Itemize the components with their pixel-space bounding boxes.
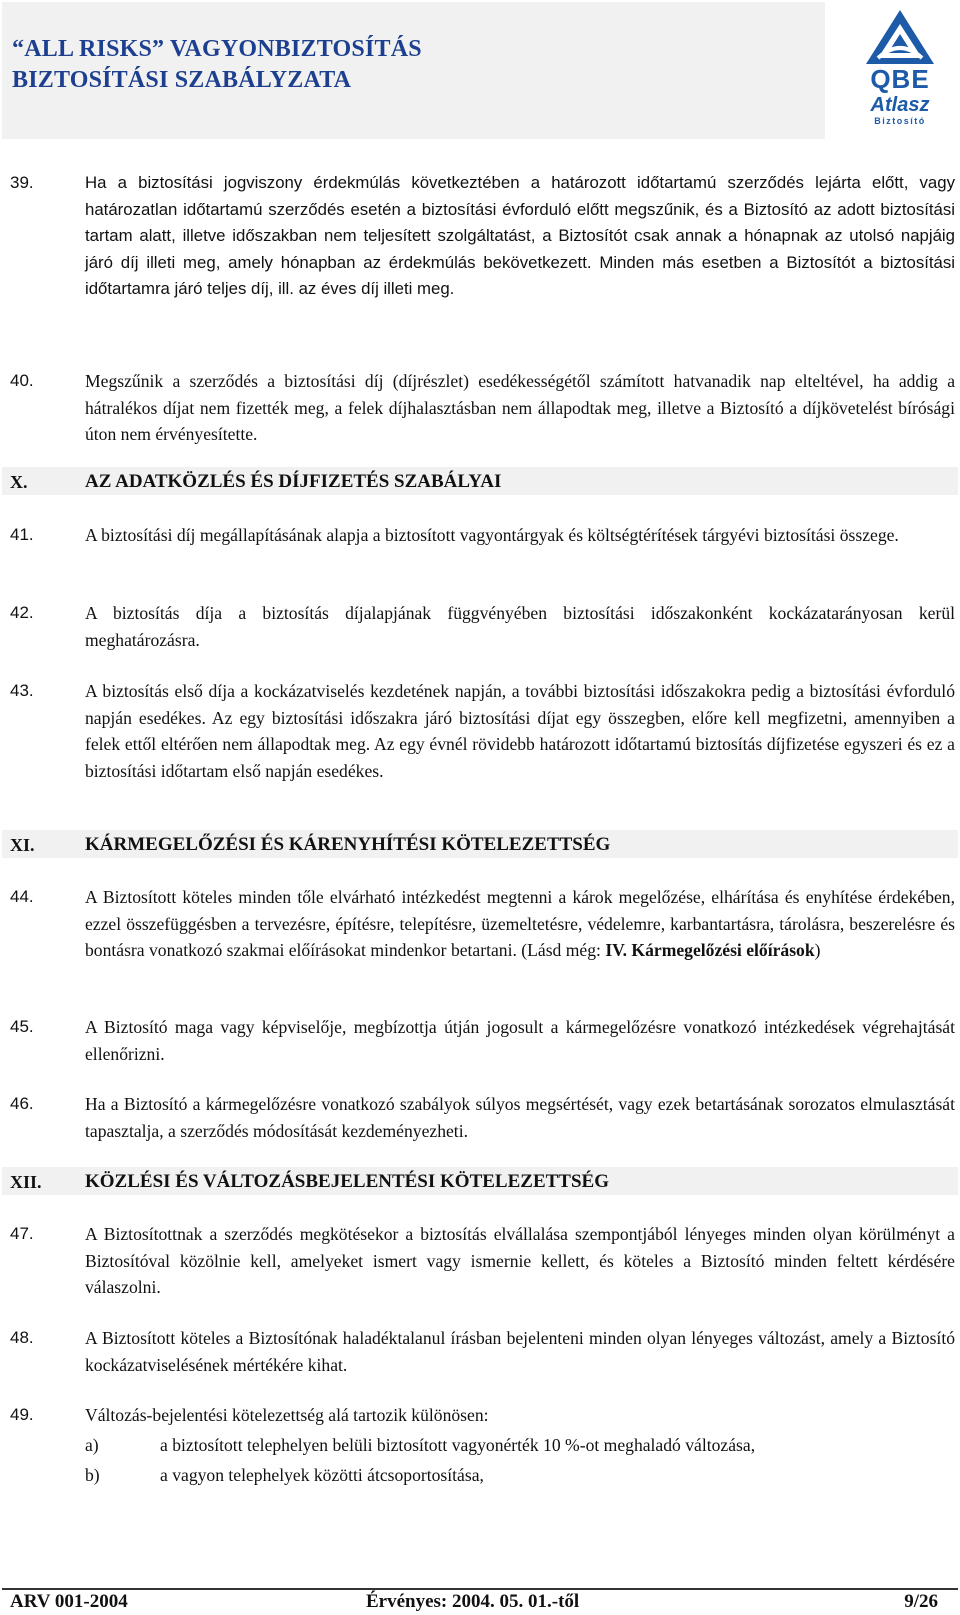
logo-subtitle-text: Biztosító [874,116,926,126]
item-text: A biztosítási díj megállapításának alapja a biztosított vagyontárgyak és költségtérítések tárgyévi biztosítási összege. [85,525,899,545]
item-text: Megszűnik a szerződés a biztosítási díj (díjrészlet) esedékességétől számított hatvanadik nap elteltével, ha addig a hátralékos díjat nem fizették meg, a felek díjhalasztásban nem állapodtak meg, illetve a Biztosító a díjkövetelést bírósági úton nem érvényesítette. [85,371,955,445]
logo-atlasz-text: Atlasz [870,94,930,116]
logo-qbe-text: QBE [870,64,930,94]
item-number: 42. [10,603,34,622]
section-number: XII. [10,1172,42,1192]
subitem-text: a vagyon telephelyek közötti átcsoportosítása, [160,1465,484,1485]
item-number: 49. [10,1405,34,1424]
subitem-text: a biztosított telephelyen belüli biztosított vagyonérték 10 %-ot meghaladó változása, [160,1435,756,1455]
item-text: Ha a biztosítási jogviszony érdekmúlás következtében a határozott időtartamú szerződés lejárta előtt, vagy határozatlan időtartamú szerződés esetén a biztosítási évforduló előtt megszűnik, és a Biztosító az adott biztosítási tartam alatt, illetve időszakban nem teljesített szolgáltatást, a Biztosítót csak annak a hónapnak az utolsó napjáig járó díj illeti meg, amely hónapban az érdekmúlás bekövetkezett. Minden más esetben a Biztosítót a biztosítási időtartamra járó teljes díj, ill. az éves díj illeti meg. [85,173,955,299]
document-title [12,34,422,96]
item-text-bold-reference: IV. Kármegelőzési előírások [605,940,815,961]
footer-document-code: ARV 001-2004 [10,1591,128,1612]
item-number: 45. [10,1017,34,1036]
item-text [85,884,955,964]
title-line-2: BIZTOSÍTÁSI SZABÁLYZATA [12,67,352,93]
item-text: A biztosítás díja a biztosítás díjalapjának függvényében biztosítási időszakonként kockázatarányosan kerül meghatározásra. [85,603,955,650]
item-number: 44. [10,887,34,906]
item-number: 41. [10,525,34,544]
item-text: A Biztosító maga vagy képviselője, megbízottja útján jogosult a kármegelőzésre vonatkozó intézkedések végrehajtását ellenőrizni. [85,1017,955,1064]
item-text: A biztosítás első díja a kockázatviselés kezdetének napján, a további biztosítási időszakokra pedig a biztosítási évforduló napján esedékes. Az egy biztosítási időszakra járó biztosítási díjat egy összegben, előre kell megfizetni, amennyiben a felek ettől eltérően nem állapodtak meg. Az egy évnél rövidebb határozott időtartamú biztosítás díjfizetése egyszeri és ez a biztosítási időtartam első napján esedékes. [85,681,955,781]
item-text: A Biztosítottnak a szerződés megkötésekor a biztosítás elvállalása szempontjából lényeges minden olyan körülményt a Biztosítóval közölnie kell, amelyeket ismert vagy ismernie kellett, és köteles a Biztosító minden feltett kérdésére válaszolni. [85,1224,955,1298]
section-title: KÁRMEGELŐZÉSI ÉS KÁRENYHÍTÉSI KÖTELEZETTSÉG [85,834,611,855]
qbe-emblem-icon [862,8,938,68]
footer-divider [2,1588,958,1590]
title-line-1: “ALL RISKS” VAGYONBIZTOSÍTÁS [12,36,422,62]
item-text-closing: ) [814,940,821,961]
item-number: 40. [10,371,34,390]
item-number: 43. [10,681,34,700]
section-title: KÖZLÉSI ÉS VÁLTOZÁSBEJELENTÉSI KÖTELEZETTSÉG [85,1171,609,1192]
header-band [2,2,825,139]
section-title: AZ ADATKÖZLÉS ÉS DÍJFIZETÉS SZABÁLYAI [85,471,502,492]
item-text: Változás-bejelentési kötelezettség alá tartozik különösen: [85,1405,489,1425]
qbe-atlasz-logo [862,8,938,126]
footer-validity: Érvényes: 2004. 05. 01.-től [366,1591,580,1612]
item-text-main: A Biztosított köteles minden tőle elvárható intézkedést megtenni a károk megelőzése, elhárítása és enyhítése érdekében, ezzel összefüggésben a tervezésre, építésre, telepítésre, üzemeltetésre, védelemre, karbantartásra, tárolásra, beszerelésre és bontásra vonatkozó szakmai előírásokat mindenkor betartani. (Lásd még: [85,887,955,961]
item-text: Ha a Biztosító a kármegelőzésre vonatkozó szabályok súlyos megsértését, vagy ezek betartásának sorozatos elmulasztását tapasztalja, a szerződés módosítását kezdeményezheti. [85,1094,955,1141]
section-number: XI. [10,835,35,855]
subitem-label: b) [85,1465,100,1485]
item-number: 46. [10,1094,34,1113]
subitem-label: a) [85,1435,99,1455]
item-text: A Biztosított köteles a Biztosítónak haladéktalanul írásban bejelenteni minden olyan lényeges változást, amely a Biztosító kockázatviselésének mértékére kihat. [85,1328,955,1375]
item-number: 39. [10,173,34,192]
section-number: X. [10,472,28,492]
item-number: 47. [10,1224,34,1243]
item-number: 48. [10,1328,34,1347]
footer-page-number: 9/26 [904,1591,938,1612]
